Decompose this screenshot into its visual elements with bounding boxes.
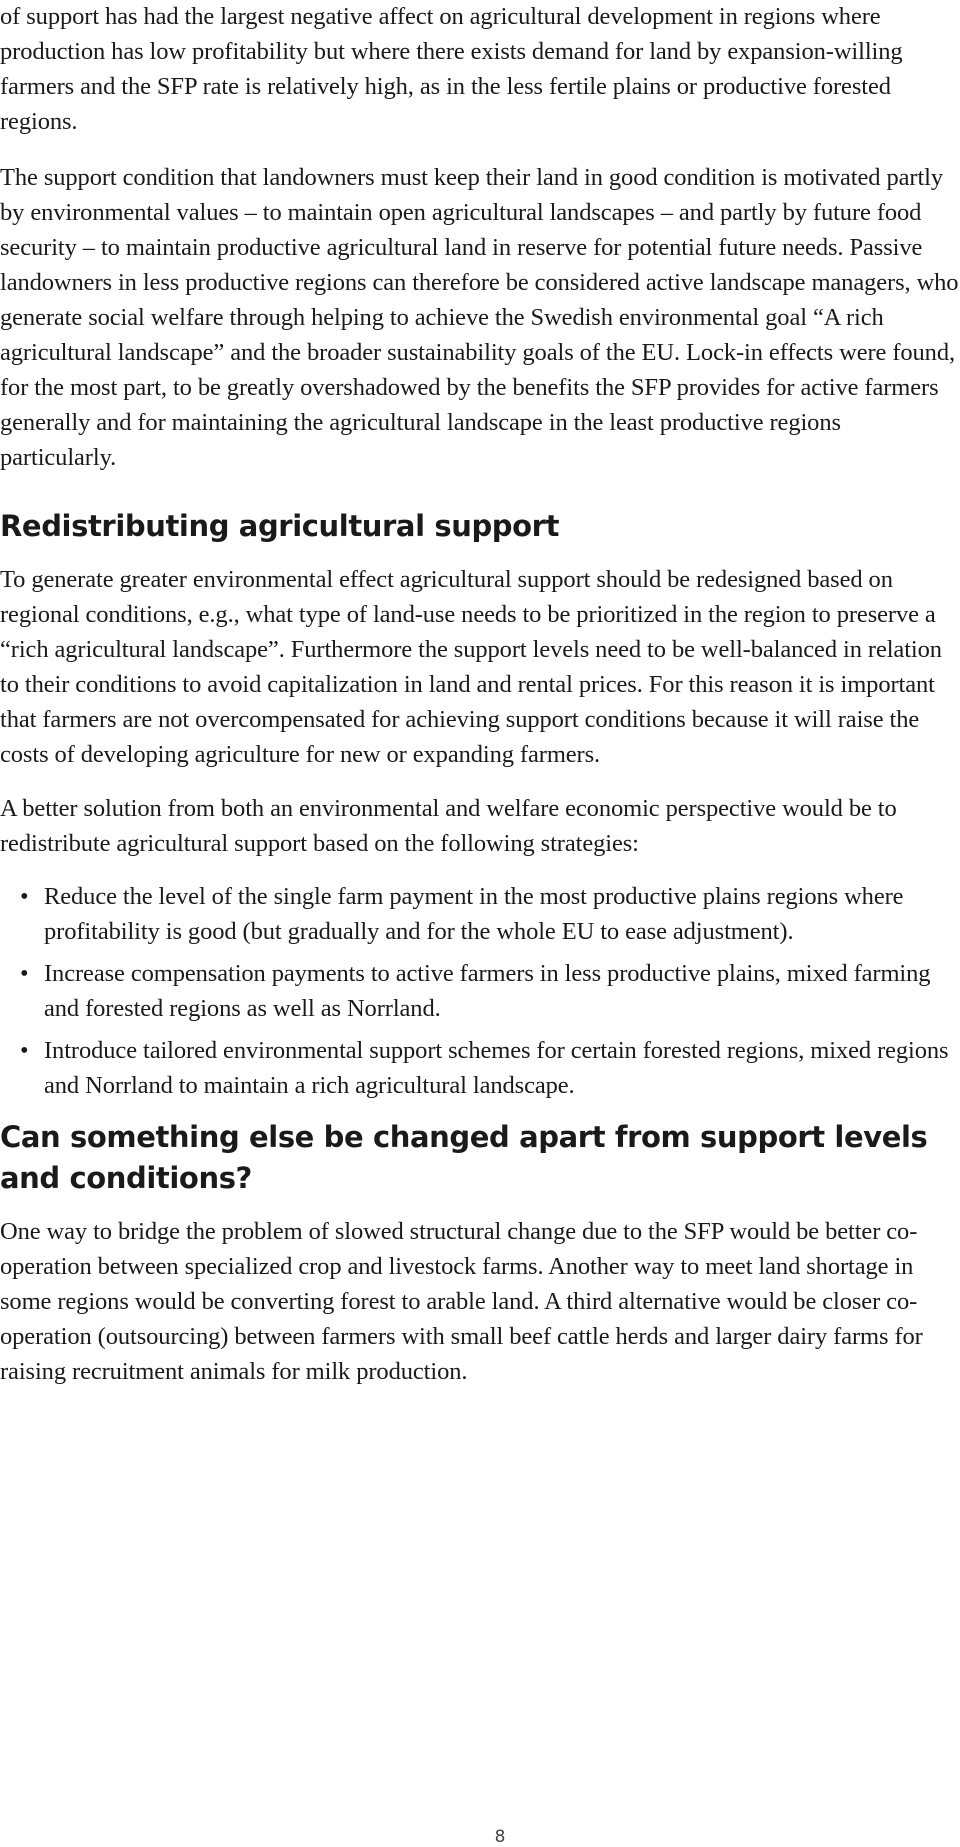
list-item	[0, 879, 960, 949]
page-number: 8	[494, 1827, 506, 1847]
bullet-icon: •	[20, 1037, 29, 1064]
list-item-text: Reduce the level of the single farm payment in the most productive plains regions where profitability is good (but gradually and for the whole EU to ease adjustment).	[44, 883, 904, 945]
section-heading-other-changes: Can something else be changed apart from support levels and conditions?	[0, 1120, 928, 1195]
bullet-icon: •	[20, 883, 29, 910]
bullet-icon: •	[20, 960, 29, 987]
body-paragraph: To generate greater environmental effect agricultural support should be redesigned based on regional conditions, e.g., what type of land-use needs to be prioritized in the region to preserve a “rich agricultural landscape”. Furthermore the support levels need to be well-balanced in relation to their conditions to avoid capitalization in land and rental prices. For this reason it is important that farmers are not overcompensated for achieving support conditions because it will raise the costs of developing agriculture for new or expanding farmers.	[0, 566, 942, 768]
strategy-list	[0, 879, 960, 1103]
body-paragraph: One way to bridge the problem of slowed structural change due to the SFP would be better co-operation between specialized crop and livestock farms. Another way to meet land shortage in some regions would be converting forest to arable land. A third alternative would be closer co-operation (outsourcing) between farmers with small beef cattle herds and larger dairy farms for raising recruitment animals for milk production.	[0, 1218, 923, 1385]
list-item-text: Increase compensation payments to active farmers in less productive plains, mixed farming and forested regions as well as Norrland.	[44, 960, 931, 1022]
list-item-text: Introduce tailored environmental support schemes for certain forested regions, mixed regions and Norrland to maintain a rich agricultural landscape.	[44, 1037, 949, 1099]
list-item	[0, 956, 960, 1026]
list-item	[0, 1033, 960, 1103]
section-heading-redistributing: Redistributing agricultural support	[0, 509, 560, 543]
body-paragraph: The support condition that landowners must keep their land in good condition is motivated partly by environmental values – to maintain open agricultural landscapes – and partly by future food security – to maintain productive agricultural land in reserve for potential future needs. Passive landowners in less productive regions can therefore be considered active landscape managers, who generate social welfare through helping to achieve the Swedish environmental goal “A rich agricultural landscape” and the broader sustainability goals of the EU. Lock-in effects were found, for the most part, to be greatly overshadowed by the benefits the SFP provides for active farmers generally and for maintaining the agricultural landscape in the least productive regions particularly.	[0, 164, 959, 471]
body-paragraph: of support has had the largest negative affect on agricultural development in regions where production has low profitability but where there exists demand for land by expansion-willing farmers and the SFP rate is relatively high, as in the less fertile plains or productive forested regions.	[0, 3, 903, 135]
body-paragraph: A better solution from both an environmental and welfare economic perspective would be to redistribute agricultural support based on the following strategies:	[0, 795, 897, 857]
